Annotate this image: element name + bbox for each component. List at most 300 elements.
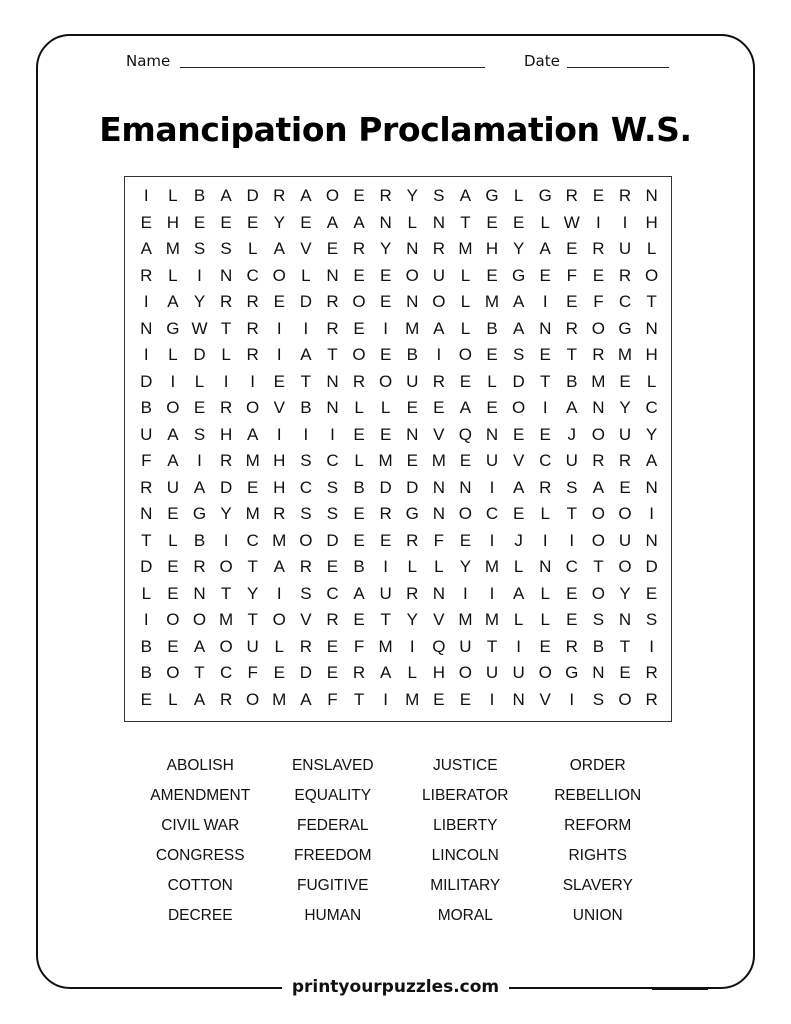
word-list-item: REFORM (564, 817, 632, 834)
grid-letter: L (513, 610, 524, 630)
word-list-item: HUMAN (304, 907, 362, 924)
grid-row (133, 607, 666, 634)
grid-letter: R (273, 186, 286, 206)
grid-letter: T (619, 636, 631, 656)
word-list-item: COTTON (167, 877, 233, 894)
grid-letter: I (569, 530, 575, 550)
grid-letter: N (432, 477, 445, 497)
grid-letter: R (539, 477, 552, 497)
grid-letter: S (645, 610, 658, 630)
grid-letter: E (379, 265, 392, 285)
grid-letter: M (458, 610, 473, 630)
grid-letter: A (379, 663, 392, 683)
grid-letter: E (273, 663, 285, 683)
grid-letter: B (353, 557, 365, 577)
grid-letter: D (140, 371, 153, 391)
grid-letter: O (458, 663, 473, 683)
grid-letter: O (591, 530, 605, 550)
grid-letter: B (353, 477, 365, 497)
grid-letter: N (618, 610, 632, 630)
grid-letter: U (618, 239, 632, 259)
grid-letter: R (406, 583, 419, 603)
grid-letter: I (303, 424, 309, 444)
grid-letter: E (459, 371, 472, 391)
grid-letter: T (300, 371, 312, 391)
grid-letter: M (245, 504, 260, 524)
date-line (567, 67, 669, 68)
grid-letter: O (272, 265, 286, 285)
grid-row (133, 475, 666, 502)
grid-letter: A (566, 398, 578, 418)
grid-letter: V (300, 239, 312, 259)
grid-row (133, 183, 666, 210)
grid-letter: T (460, 212, 471, 232)
grid-letter: C (246, 265, 259, 285)
grid-letter: A (353, 212, 365, 232)
grid-letter: O (591, 504, 605, 524)
grid-letter: O (591, 424, 605, 444)
grid-letter: H (273, 451, 286, 471)
grid-letter: E (326, 663, 339, 683)
grid-letter: C (565, 557, 578, 577)
grid-letter: T (247, 610, 258, 630)
grid-letter: M (405, 318, 420, 338)
grid-letter: O (352, 292, 366, 312)
grid-row (133, 236, 666, 263)
grid-letter: N (219, 265, 233, 285)
grid-letter: E (167, 557, 179, 577)
grid-letter: S (193, 239, 206, 259)
grid-letter: I (596, 212, 601, 232)
grid-letter: I (383, 318, 388, 338)
grid-letter: O (246, 689, 260, 709)
grid-letter: Q (432, 636, 446, 656)
word-list-item: ORDER (569, 757, 626, 774)
grid-letter: D (326, 530, 339, 550)
grid-letter: E (512, 504, 525, 524)
grid-letter: E (353, 265, 365, 285)
grid-letter: C (485, 504, 499, 524)
grid-letter: A (193, 689, 206, 709)
grid-letter: G (485, 186, 499, 206)
grid-letter: I (383, 689, 388, 709)
grid-letter: S (566, 477, 578, 497)
grid-letter: L (221, 345, 231, 365)
grid-letter: U (379, 583, 392, 603)
grid-letter: S (592, 610, 605, 630)
grid-letter: N (512, 689, 525, 709)
grid-row (133, 554, 666, 581)
grid-letter: E (459, 451, 472, 471)
grid-letter: A (193, 636, 206, 656)
grid-letter: M (272, 689, 287, 709)
grid-letter: R (299, 557, 312, 577)
grid-letter: V (539, 689, 551, 709)
grid-letter: O (352, 345, 366, 365)
grid-letter: L (168, 530, 178, 550)
grid-letter: I (622, 212, 628, 232)
grid-letter: I (516, 636, 521, 656)
grid-letter: H (645, 345, 658, 365)
grid-row (133, 448, 666, 475)
grid-row (133, 210, 666, 237)
grid-letter: B (193, 530, 206, 550)
grid-letter: H (273, 477, 286, 497)
word-list-item: CIVIL WAR (161, 817, 240, 834)
grid-letter: E (273, 371, 285, 391)
grid-letter: B (566, 371, 578, 391)
name-label: Name (126, 52, 171, 70)
grid-letter: S (592, 689, 605, 709)
grid-letter: E (566, 583, 578, 603)
grid-letter: R (645, 689, 658, 709)
grid-letter: N (406, 292, 419, 312)
grid-letter: L (460, 318, 471, 338)
grid-letter: R (379, 504, 392, 524)
grid-letter: A (459, 398, 472, 418)
grid-letter: L (168, 265, 178, 285)
grid-letter: E (300, 212, 312, 232)
grid-letter: I (489, 477, 495, 497)
word-list-item: JUSTICE (432, 757, 498, 774)
word-list-item: MILITARY (430, 877, 501, 894)
grid-letter: M (458, 239, 473, 259)
grid-letter: E (353, 424, 365, 444)
grid-letter: I (542, 398, 548, 418)
grid-letter: A (167, 424, 179, 444)
grid-letter: H (166, 212, 180, 232)
grid-letter: M (484, 557, 500, 577)
grid-letter: G (565, 663, 579, 683)
grid-letter: R (219, 398, 233, 418)
grid-letter: U (485, 451, 499, 471)
grid-letter: R (645, 663, 658, 683)
grid-letter: O (192, 610, 207, 630)
grid-letter: N (592, 663, 605, 683)
grid-letter: E (353, 504, 365, 524)
grid-letter: E (247, 212, 259, 232)
grid-letter: B (140, 636, 152, 656)
grid-letter: L (247, 239, 258, 259)
grid-letter: R (326, 318, 339, 338)
grid-letter: M (165, 239, 180, 259)
word-list-item: LIBERATOR (422, 787, 509, 804)
grid-letter: I (409, 636, 415, 656)
word-list-item: FREEDOM (294, 847, 372, 864)
grid-letter: M (484, 292, 500, 312)
grid-letter: L (168, 186, 178, 206)
grid-letter: B (193, 186, 206, 206)
grid-row (133, 342, 666, 369)
grid-letter: L (460, 292, 471, 312)
grid-letter: L (407, 557, 417, 577)
grid-letter: A (512, 477, 525, 497)
grid-letter: E (619, 371, 631, 391)
grid-letter: A (140, 239, 152, 259)
grid-letter: J (514, 530, 523, 550)
grid-letter: O (458, 345, 473, 365)
grid-letter: A (645, 451, 658, 471)
grid-letter: N (432, 583, 445, 603)
grid-letter: D (193, 345, 206, 365)
grid-letter: M (591, 371, 606, 391)
grid-letter: E (566, 239, 578, 259)
grid-letter: Y (459, 557, 472, 577)
grid-letter: C (299, 477, 312, 497)
grid-letter: R (592, 239, 605, 259)
grid-letter: O (432, 292, 446, 312)
grid-letter: A (300, 186, 312, 206)
grid-letter: W (563, 212, 580, 232)
word-list-item: UNION (572, 907, 623, 924)
grid-letter: L (646, 239, 657, 259)
grid-letter: R (432, 239, 445, 259)
grid-letter: N (539, 318, 552, 338)
grid-letter: R (618, 451, 632, 471)
grid-letter: E (619, 663, 631, 683)
footer-site: printyourpuzzles.com (282, 977, 509, 997)
grid-letter: C (326, 583, 339, 603)
grid-letter: S (300, 451, 312, 471)
grid-letter: I (143, 292, 149, 312)
grid-letter: E (353, 318, 365, 338)
grid-letter: G (192, 504, 207, 524)
grid-letter: U (166, 477, 180, 497)
grid-letter: T (220, 583, 232, 603)
grid-letter: N (379, 212, 392, 232)
grid-letter: T (646, 292, 657, 312)
grid-letter: N (326, 398, 339, 418)
grid-letter: L (513, 557, 524, 577)
grid-letter: A (247, 424, 259, 444)
grid-letter: N (459, 477, 472, 497)
grid-letter: O (325, 186, 340, 206)
grid-letter: C (618, 292, 632, 312)
grid-letter: R (352, 239, 366, 259)
grid-letter: T (247, 557, 258, 577)
grid-letter: U (246, 636, 259, 656)
grid-letter: V (433, 610, 445, 630)
grid-letter: E (326, 239, 339, 259)
grid-letter: L (460, 265, 471, 285)
grid-letter: D (512, 371, 525, 391)
word-list-item: ENSLAVED (291, 757, 374, 774)
grid-letter: T (486, 636, 498, 656)
grid-letter: R (565, 636, 578, 656)
grid-letter: L (141, 583, 152, 603)
grid-letter: A (592, 477, 605, 497)
grid-letter: R (140, 265, 153, 285)
grid-letter: U (406, 371, 419, 391)
grid-letter: D (406, 477, 419, 497)
grid-row (133, 660, 666, 687)
grid-letter: L (540, 583, 550, 603)
grid-letter: D (219, 477, 233, 497)
grid-letter: T (540, 371, 551, 391)
grid-letter: O (618, 689, 632, 709)
grid-letter: V (300, 610, 312, 630)
grid-row (133, 501, 666, 528)
grid-letter: E (539, 265, 551, 285)
grid-letter: L (380, 398, 391, 418)
grid-letter: I (170, 371, 176, 391)
grid-letter: G (405, 504, 419, 524)
grid-letter: R (352, 663, 366, 683)
grid-letter: R (326, 610, 339, 630)
grid-letter: T (353, 689, 365, 709)
grid-letter: R (219, 451, 233, 471)
grid-letter: M (405, 689, 420, 709)
grid-letter: M (617, 345, 633, 365)
grid-letter: B (140, 663, 152, 683)
grid-letter: I (542, 292, 548, 312)
grid-letter: O (166, 610, 180, 630)
grid-letter: R (246, 345, 259, 365)
word-list-item: LINCOLN (431, 847, 499, 864)
grid-letter: N (592, 398, 605, 418)
grid-letter: N (326, 265, 339, 285)
grid-letter: O (219, 557, 233, 577)
grid-letter: I (276, 318, 282, 338)
grid-letter: R (273, 504, 286, 524)
grid-letter: M (378, 451, 393, 471)
grid-letter: M (431, 451, 446, 471)
grid-letter: A (512, 292, 525, 312)
grid-letter: N (193, 583, 206, 603)
grid-letter: T (220, 318, 232, 338)
grid-letter: A (512, 583, 525, 603)
grid-letter: A (300, 345, 312, 365)
grid-letter: L (354, 451, 364, 471)
grid-letter: E (433, 689, 445, 709)
grid-letter: N (406, 424, 419, 444)
grid-letter: A (220, 186, 232, 206)
grid-letter: U (432, 265, 445, 285)
grid-letter: B (140, 398, 152, 418)
grid-letter: C (326, 451, 339, 471)
grid-letter: D (246, 186, 259, 206)
grid-letter: Y (645, 424, 658, 444)
grid-letter: I (223, 530, 229, 550)
grid-letter: E (353, 610, 365, 630)
grid-letter: G (166, 318, 180, 338)
grid-letter: E (486, 265, 498, 285)
grid-letter: O (591, 318, 605, 338)
grid-letter: R (618, 265, 632, 285)
grid-letter: G (618, 318, 632, 338)
grid-letter: R (592, 451, 605, 471)
grid-letter: H (645, 212, 658, 232)
grid-letter: O (618, 557, 632, 577)
grid-letter: I (489, 689, 495, 709)
grid-letter: T (593, 557, 604, 577)
grid-letter: G (511, 265, 526, 285)
grid-letter: S (512, 345, 525, 365)
grid-letter: N (539, 557, 552, 577)
grid-letter: I (143, 345, 149, 365)
grid-letter: L (540, 212, 550, 232)
grid-row (133, 395, 666, 422)
grid-letter: D (379, 477, 392, 497)
grid-letter: L (301, 265, 311, 285)
grid-letter: T (566, 345, 577, 365)
grid-row (133, 263, 666, 290)
grid-letter: U (459, 636, 472, 656)
grid-letter: G (538, 186, 552, 206)
grid-row (133, 316, 666, 343)
grid-letter: N (140, 318, 153, 338)
grid-letter: E (167, 636, 179, 656)
grid-letter: O (511, 398, 526, 418)
grid-letter: B (486, 318, 498, 338)
grid-letter: A (167, 292, 179, 312)
grid-letter: C (219, 663, 233, 683)
grid-letter: E (512, 424, 525, 444)
grid-letter: E (140, 212, 152, 232)
grid-letter: Q (458, 424, 473, 444)
grid-letter: E (539, 424, 551, 444)
grid-letter: C (246, 530, 259, 550)
grid-letter: R (219, 292, 233, 312)
grid-letter: Y (220, 504, 232, 524)
word-list-item: SLAVERY (562, 877, 633, 894)
grid-letter: S (300, 583, 312, 603)
grid-letter: A (300, 689, 312, 709)
grid-letter: O (166, 398, 180, 418)
grid-letter: E (193, 398, 206, 418)
page-title: Emancipation Proclamation W.S. (99, 110, 692, 149)
grid-letter: O (246, 398, 260, 418)
grid-letter: S (326, 477, 339, 497)
grid-row (133, 581, 666, 608)
grid-letter: A (459, 186, 472, 206)
grid-letter: I (303, 318, 309, 338)
grid-letter: R (140, 477, 153, 497)
grid-letter: I (489, 530, 495, 550)
grid-letter: S (326, 504, 339, 524)
grid-letter: O (272, 610, 286, 630)
grid-letter: E (486, 398, 498, 418)
grid-letter: R (565, 318, 578, 338)
grid-letter: O (458, 504, 473, 524)
grid-letter: I (143, 186, 149, 206)
grid-letter: F (566, 265, 577, 285)
grid-letter: Y (379, 239, 392, 259)
grid-letter: Y (247, 583, 259, 603)
grid-letter: R (352, 371, 366, 391)
grid-letter: U (618, 530, 632, 550)
grid-letter: F (327, 689, 338, 709)
grid-letter: E (459, 689, 472, 709)
grid-letter: R (592, 345, 605, 365)
grid-letter: E (619, 477, 631, 497)
grid-letter: E (379, 424, 392, 444)
footer (0, 977, 791, 997)
grid-letter: F (247, 663, 258, 683)
grid-letter: E (433, 398, 445, 418)
grid-letter: U (618, 424, 632, 444)
grid-letter: R (406, 530, 419, 550)
word-list-item: REBELLION (554, 787, 642, 804)
grid-letter: R (219, 689, 233, 709)
word-list (134, 757, 664, 937)
grid-letter: T (380, 610, 391, 630)
grid-letter: M (218, 610, 234, 630)
grid-letter: E (486, 345, 498, 365)
grid-letter: E (459, 530, 472, 550)
grid-letter: E (326, 636, 339, 656)
word-list-item: FEDERAL (297, 817, 369, 834)
